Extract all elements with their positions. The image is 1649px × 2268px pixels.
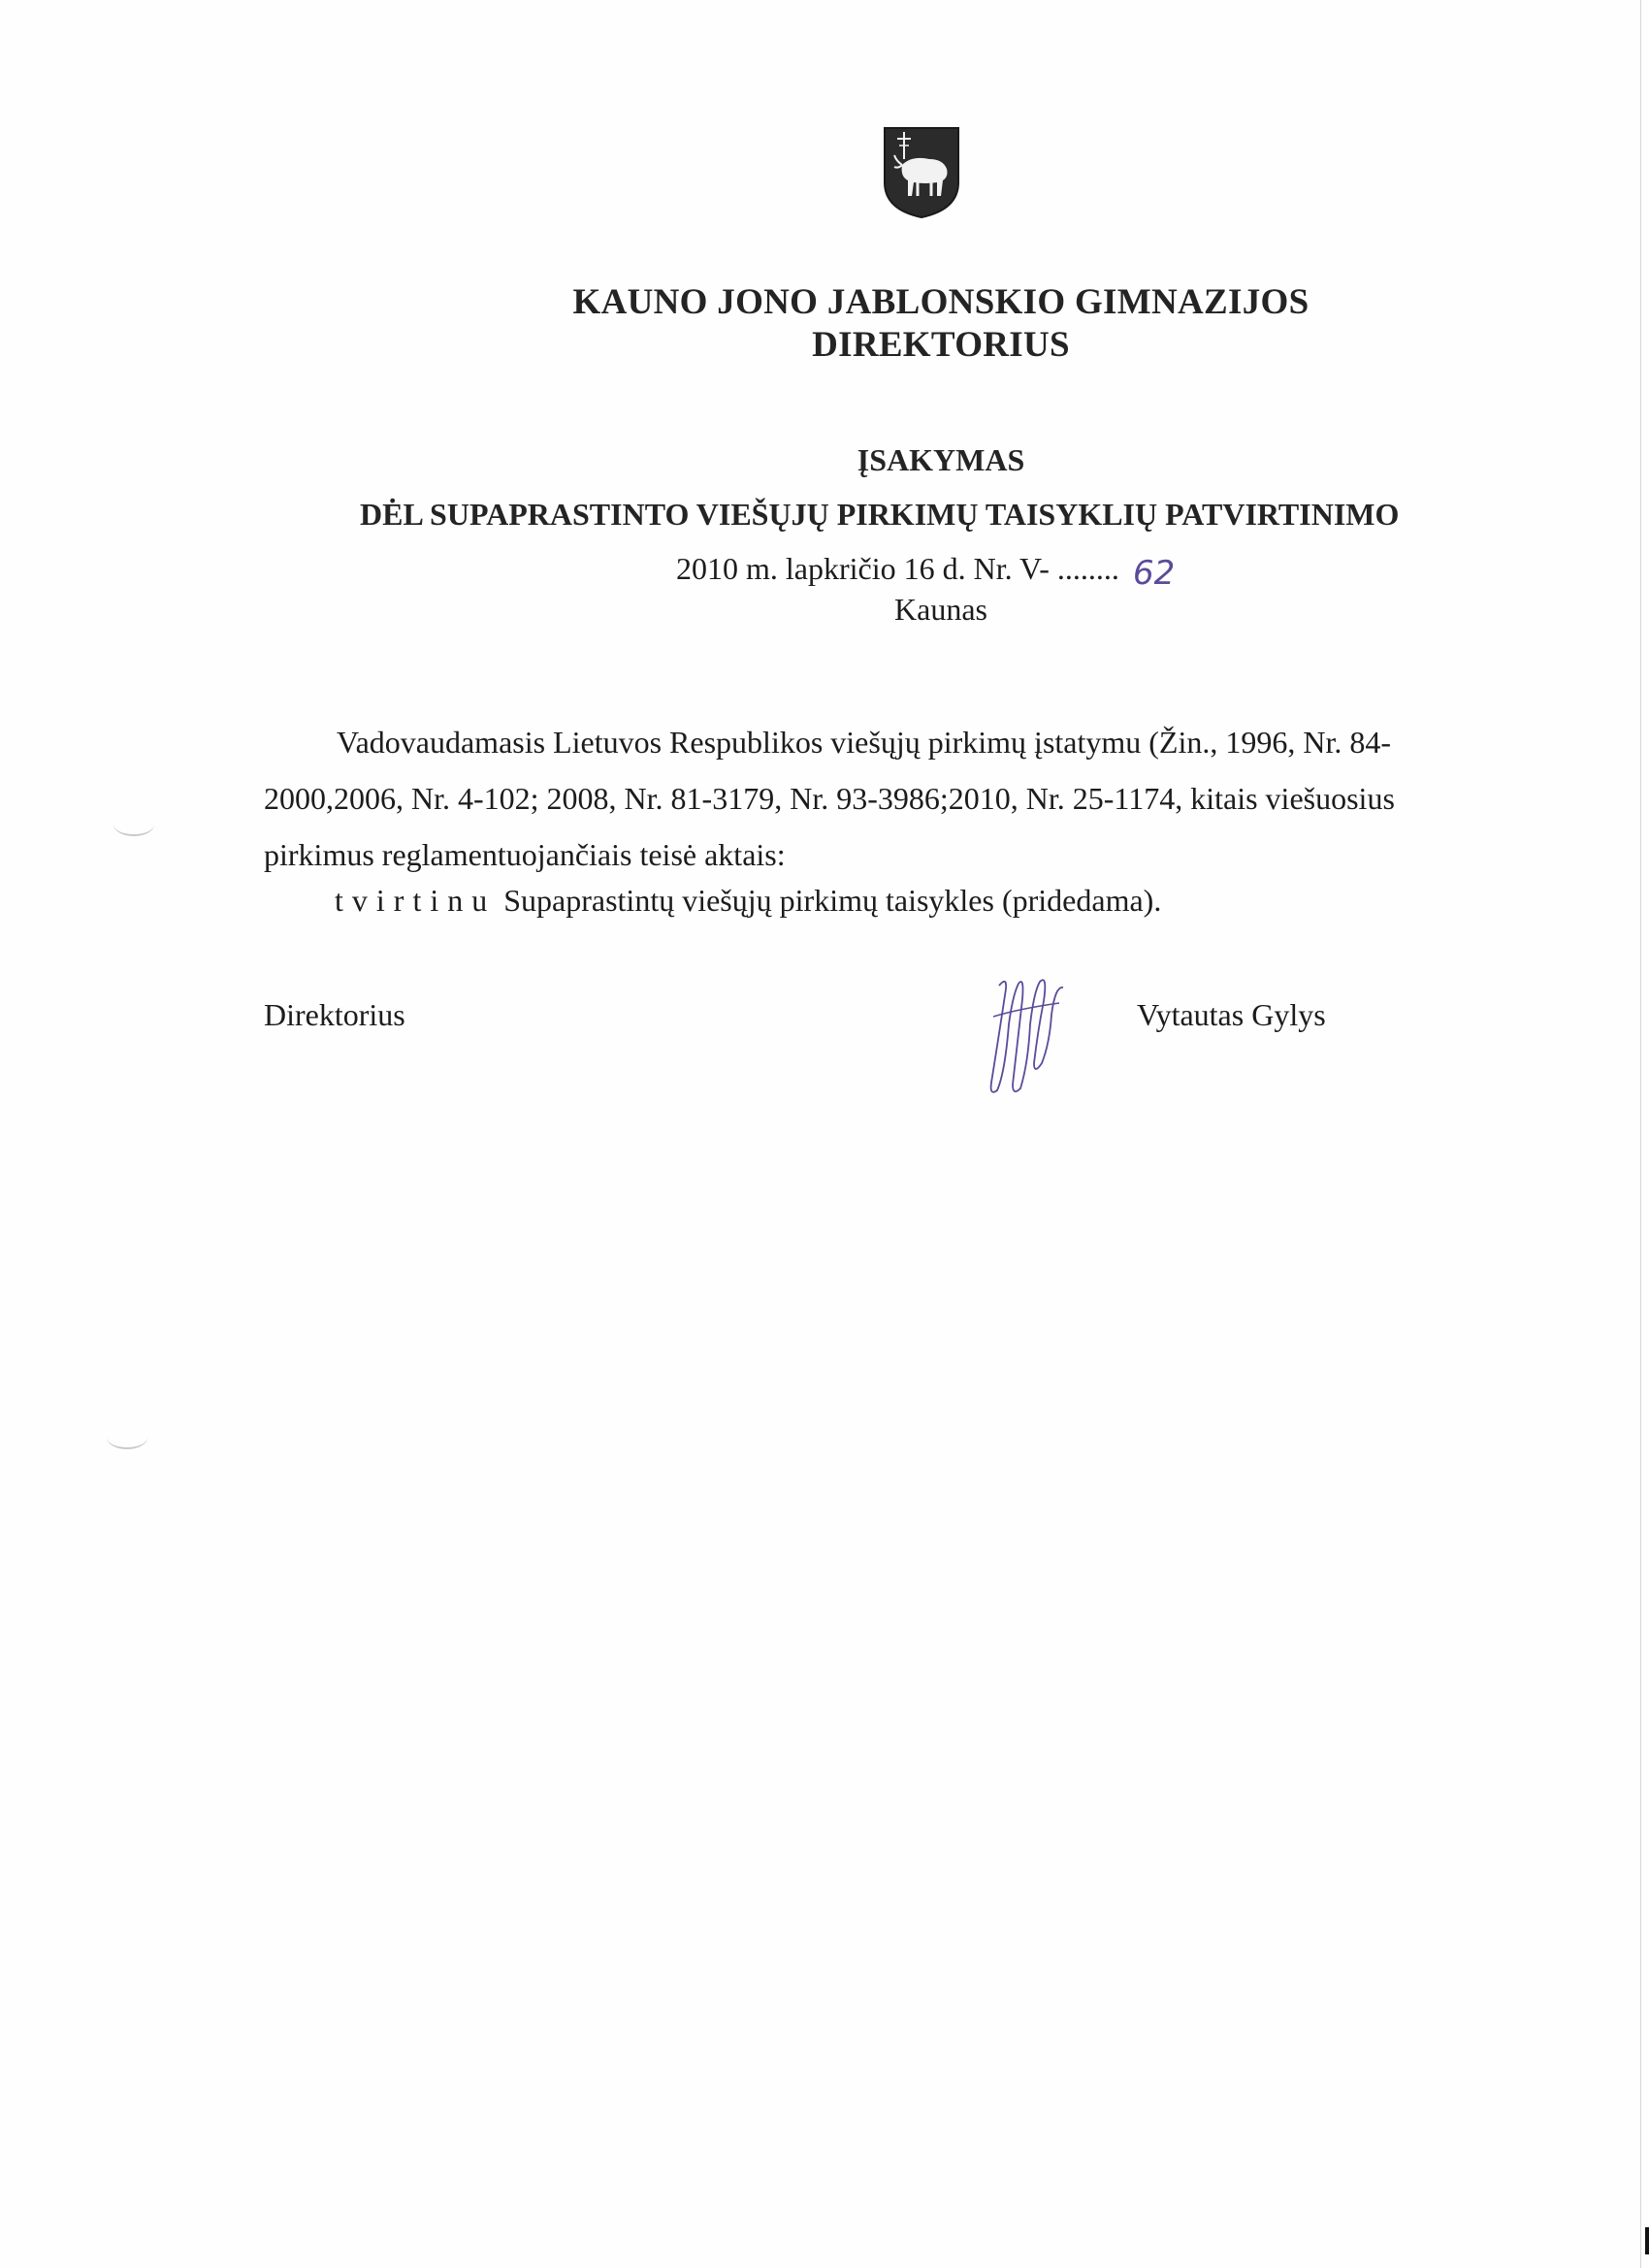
city-line: Kaunas	[894, 592, 987, 627]
handwritten-number-text: 62	[1133, 554, 1176, 593]
handwritten-signature-icon	[970, 966, 1077, 1098]
punch-hole-mark	[107, 1426, 147, 1449]
approval-word: tvirtinu	[335, 883, 497, 918]
signatory-title: Direktorius	[264, 997, 405, 1032]
coat-of-arms-icon	[883, 126, 960, 219]
date-number-line: 2010 m. lapkričio 16 d. Nr. V- ........	[676, 551, 1119, 586]
document-type-heading: ĮSAKYMAS	[857, 442, 1025, 477]
body-line: 2000,2006, Nr. 4-102; 2008, Nr. 81-3179, Nr. 93-3986;2010, Nr. 25-1174, kitais viešuosius	[264, 781, 1395, 816]
approval-text: Supaprastintų viešųjų pirkimų taisykles (pridedama).	[496, 883, 1162, 918]
role-heading: DIREKTORIUS	[812, 325, 1070, 365]
document-subject-heading: DĖL SUPAPRASTINTO VIEŠŲJŲ PIRKIMŲ TAISYKLIŲ PATVIRTINIMO	[360, 497, 1400, 532]
punch-hole-mark	[113, 813, 154, 836]
body-line: Vadovaudamasis Lietuvos Respublikos viešųjų pirkimų įstatymu (Žin., 1996, Nr. 84-	[337, 725, 1392, 760]
body-line: pirkimus reglamentuojančiais teisė aktais:	[264, 837, 786, 872]
scan-edge-mark	[1645, 2227, 1649, 2254]
body-paragraph	[264, 714, 1467, 883]
approval-line	[335, 883, 1161, 919]
school-name-heading: KAUNO JONO JABLONSKIO GIMNAZIJOS	[572, 282, 1310, 322]
signatory-name: Vytautas Gylys	[1137, 997, 1326, 1032]
